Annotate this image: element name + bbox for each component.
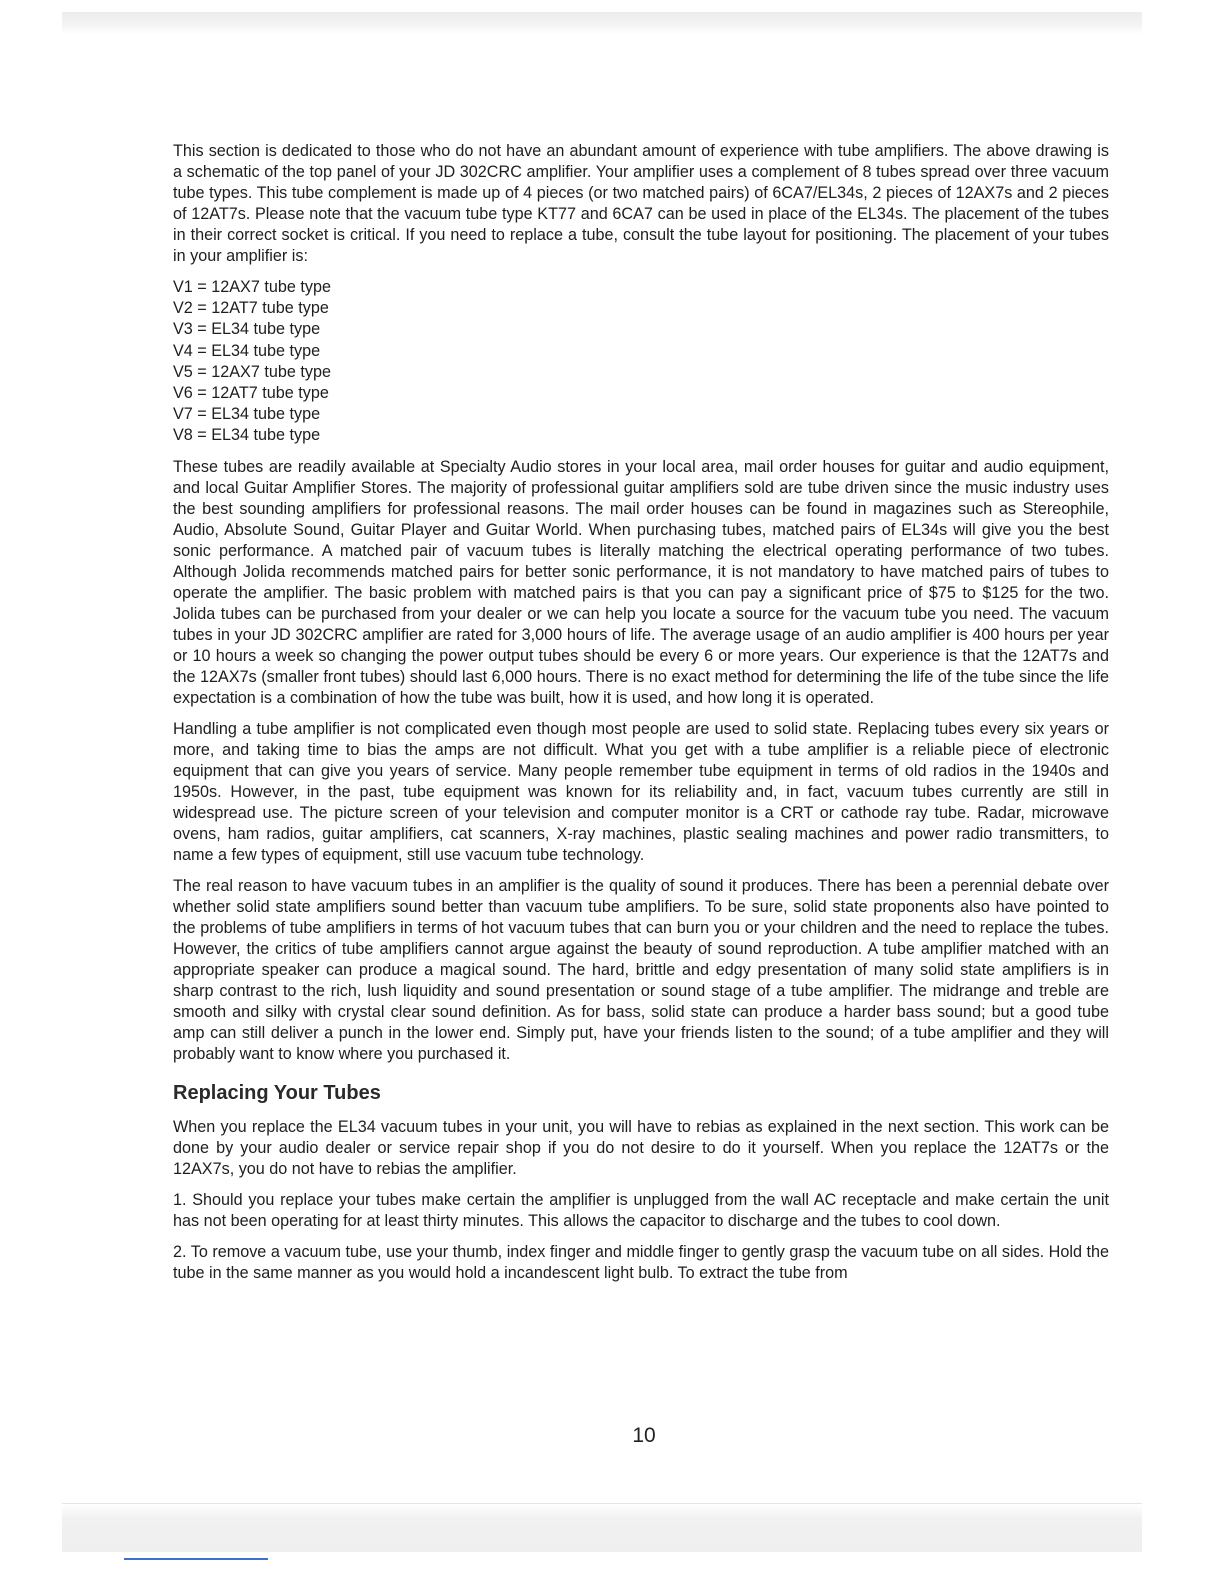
intro-paragraph: This section is dedicated to those who do not have an abundant amount of experience with tube amplifiers. The above drawing is a schematic of the top panel of your JD 302CRC amplifier. Your amplifier uses a complement of 8 tubes spread over three vacuum tube types. This tube complement is made up of 4 pieces (or two matched pairs) of 6CA7/EL34s, 2 pieces of 12AX7s and 2 pieces of 12AT7s. Please note that the vacuum tube type KT77 and 6CA7 can be used in place of the EL34s. The placement of the tubes in their correct socket is critical. If you need to replace a tube, consult the tube layout for positioning. The placement of your tubes in your amplifier is:: [173, 142, 1109, 265]
list-item: V7 = EL34 tube type: [173, 405, 321, 424]
step-1-paragraph: 1. Should you replace your tubes make certain the amplifier is unplugged from the wall AC receptacle and make certain the unit has not been operating for at least thirty minutes. This allows the capacitor to discharge and the tubes to cool down.: [173, 1190, 1109, 1230]
list-item: V8 = EL34 tube type: [173, 426, 321, 445]
scan-edge-top: [62, 12, 1142, 34]
list-item: V4 = EL34 tube type: [173, 341, 321, 360]
section-heading: Replacing Your Tubes: [173, 1081, 381, 1104]
rebias-paragraph: When you replace the EL34 vacuum tubes in your unit, you will have to rebias as explained in the next section. This work can be done by your audio dealer or service repair shop if you do not desire to do it yourself. When you replace the 12AT7s or the 12AX7s, you do not have to rebias the amplifier.: [173, 1117, 1109, 1178]
list-item: V1 = 12AX7 tube type: [173, 278, 331, 296]
scan-marker-line: [124, 1558, 268, 1560]
availability-paragraph: These tubes are readily available at Specialty Audio stores in your local area, mail order houses for guitar and audio equipment, and local Guitar Amplifier Stores. The majority of professional guitar amplifiers sold are tube driven since the music industry uses the best sounding amplifiers for professional reasons. The mail order houses can be found in magazines such as Stereophile, Audio, Absolute Sound, Guitar Player and Guitar World. When purchasing tubes, matched pairs of EL34s will give you the best sonic performance. A matched pair of vacuum tubes is literally matching the electrical operating performance of two tubes. Although Jolida recommends matched pairs for better sonic performance, it is not mandatory to have matched pairs of tubes to operate the amplifier. The basic problem with matched pairs is that you can pay a significant price of $75 to $125 for the two. Jolida tubes can be purchased from your dealer or we can help you locate a source for the vacuum tube you need. The vacuum tubes in your JD 302CRC amplifier are rated for 3,000 hours of life. The average usage of an audio amplifier is 400 hours per year or 10 hours a week so changing the power output tubes should be every 6 or more years. Our experience is that the 12AT7s and the 12AX7s (smaller front tubes) should last 6,000 hours. There is no exact method for determining the life of the tube since the life expectation is a combination of how the tube was built, how it is used, and how long it is operated.: [173, 457, 1109, 707]
list-item: V6 = 12AT7 tube type: [173, 384, 329, 403]
scan-edge-bottom: [62, 1503, 1142, 1552]
list-item: V3 = EL34 tube type: [173, 320, 321, 339]
step-2-paragraph: 2. To remove a vacuum tube, use your thumb, index finger and middle finger to gently grasp the vacuum tube on all sides. Hold the tube in the same manner as you would hold a incandescent light bulb. To extract the tube from: [173, 1242, 1109, 1282]
sound-quality-paragraph: The real reason to have vacuum tubes in an amplifier is the quality of sound it produces. There has been a perennial debate over whether solid state amplifiers sound better than vacuum tube amplifiers. To be sure, solid state proponents also have pointed to the problems of tube amplifiers in terms of hot vacuum tubes that can burn you or your children and the need to replace the tubes. However, the critics of tube amplifiers cannot argue against the beauty of sound reproduction. A tube amplifier matched with an appropriate speaker can produce a magical sound. The hard, brittle and edgy presentation of many solid state amplifiers is in sharp contrast to the rich, lush liquidity and sound presentation or sound stage of a tube amplifier. The midrange and treble are smooth and silky with crystal clear sound definition. As for bass, solid state can produce a harder bass sound; but a good tube amp can still deliver a punch in the lower end. Simply put, have your friends listen to the sound; of a tube amplifier and they will probably want to know where you purchased it.: [173, 876, 1109, 1063]
list-item: V2 = 12AT7 tube type: [173, 299, 329, 318]
handling-paragraph: Handling a tube amplifier is not complicated even though most people are used to solid state. Replacing tubes every six years or more, and taking time to bias the amps are not difficult. What you get with a tube amplifier is a reliable piece of electronic equipment that can give you years of service. Many people remember tube equipment in terms of old radios in the 1940s and 1950s. However, in the past, tube equipment was known for its reliability and, in fact, vacuum tubes currently are still in widespread use. The picture screen of your television and computer monitor is a CRT or cathode ray tube. Radar, microwave ovens, ham radios, guitar amplifiers, cat scanners, X-ray machines, plastic sealing machines and power radio transmitters, to name a few types of equipment, still use vacuum tube technology.: [173, 719, 1109, 864]
page-number: 10: [632, 1424, 656, 1447]
page-content: [173, 141, 1109, 1294]
list-item: V5 = 12AX7 tube type: [173, 362, 331, 381]
tube-placement-list: [173, 277, 1109, 447]
